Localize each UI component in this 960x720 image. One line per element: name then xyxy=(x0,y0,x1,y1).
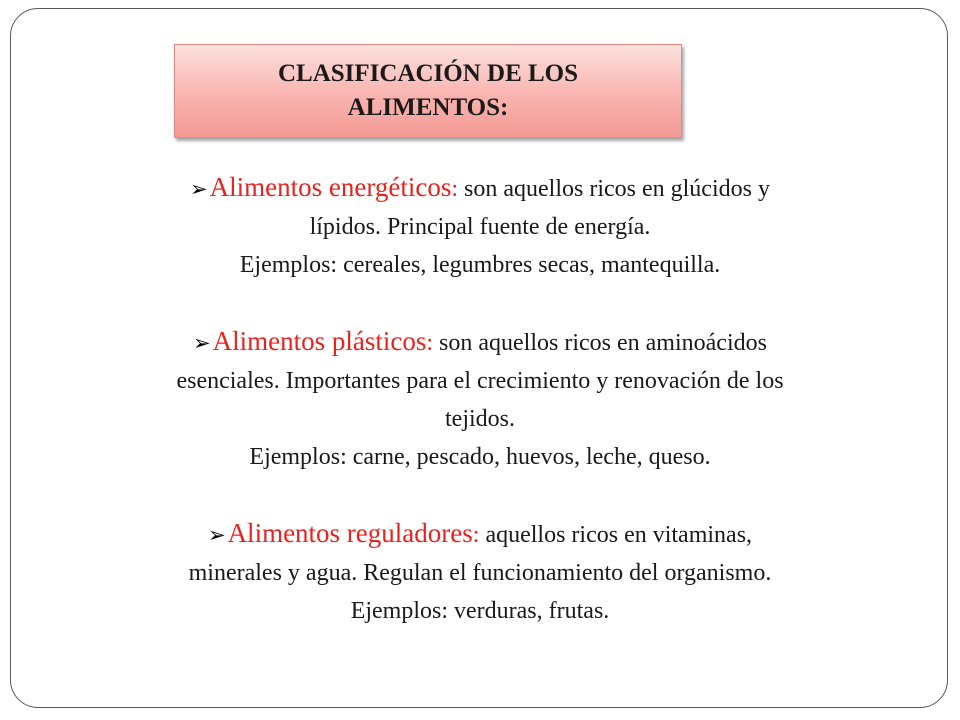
arrow-bullet-icon: ➢ xyxy=(190,177,208,201)
section-colon: : xyxy=(451,176,459,202)
section-plasticos xyxy=(80,322,880,476)
arrow-bullet-icon: ➢ xyxy=(193,331,211,355)
arrow-bullet-icon: ➢ xyxy=(207,523,226,547)
section-first-line xyxy=(80,322,880,362)
section-colon: : xyxy=(472,522,480,548)
section-first-line xyxy=(80,514,880,554)
title-line-2: ALIMENTOS: xyxy=(347,94,509,121)
section-text: son aquellos ricos en aminoácidos xyxy=(433,330,767,356)
section-text: aquellos ricos en vitaminas, xyxy=(479,522,753,548)
section-reguladores xyxy=(80,514,880,630)
section-text: minerales y agua. Regulan el funcionamiento del organismo. xyxy=(188,560,772,586)
section-energeticos xyxy=(80,168,880,284)
title-box xyxy=(174,44,682,138)
section-text: lípidos. Principal fuente de energía. xyxy=(309,214,651,240)
section-term: Alimentos energéticos xyxy=(209,172,452,202)
section-colon: : xyxy=(426,330,434,356)
section-examples: Ejemplos: verduras, frutas. xyxy=(350,598,610,624)
section-text: esenciales. Importantes para el crecimiento y renovación de los xyxy=(176,368,784,394)
section-text: son aquellos ricos en glúcidos y xyxy=(458,176,770,202)
content-body xyxy=(80,168,880,630)
title-line-1: CLASIFICACIÓN DE LOS xyxy=(277,60,579,87)
section-term: Alimentos plásticos xyxy=(212,326,427,356)
section-term: Alimentos reguladores xyxy=(227,518,473,548)
section-text: tejidos. xyxy=(445,406,515,432)
slide-title xyxy=(248,57,608,125)
section-examples: Ejemplos: carne, pescado, huevos, leche, queso. xyxy=(249,444,711,470)
section-examples: Ejemplos: cereales, legumbres secas, mantequilla. xyxy=(239,252,721,278)
section-first-line xyxy=(80,168,880,208)
